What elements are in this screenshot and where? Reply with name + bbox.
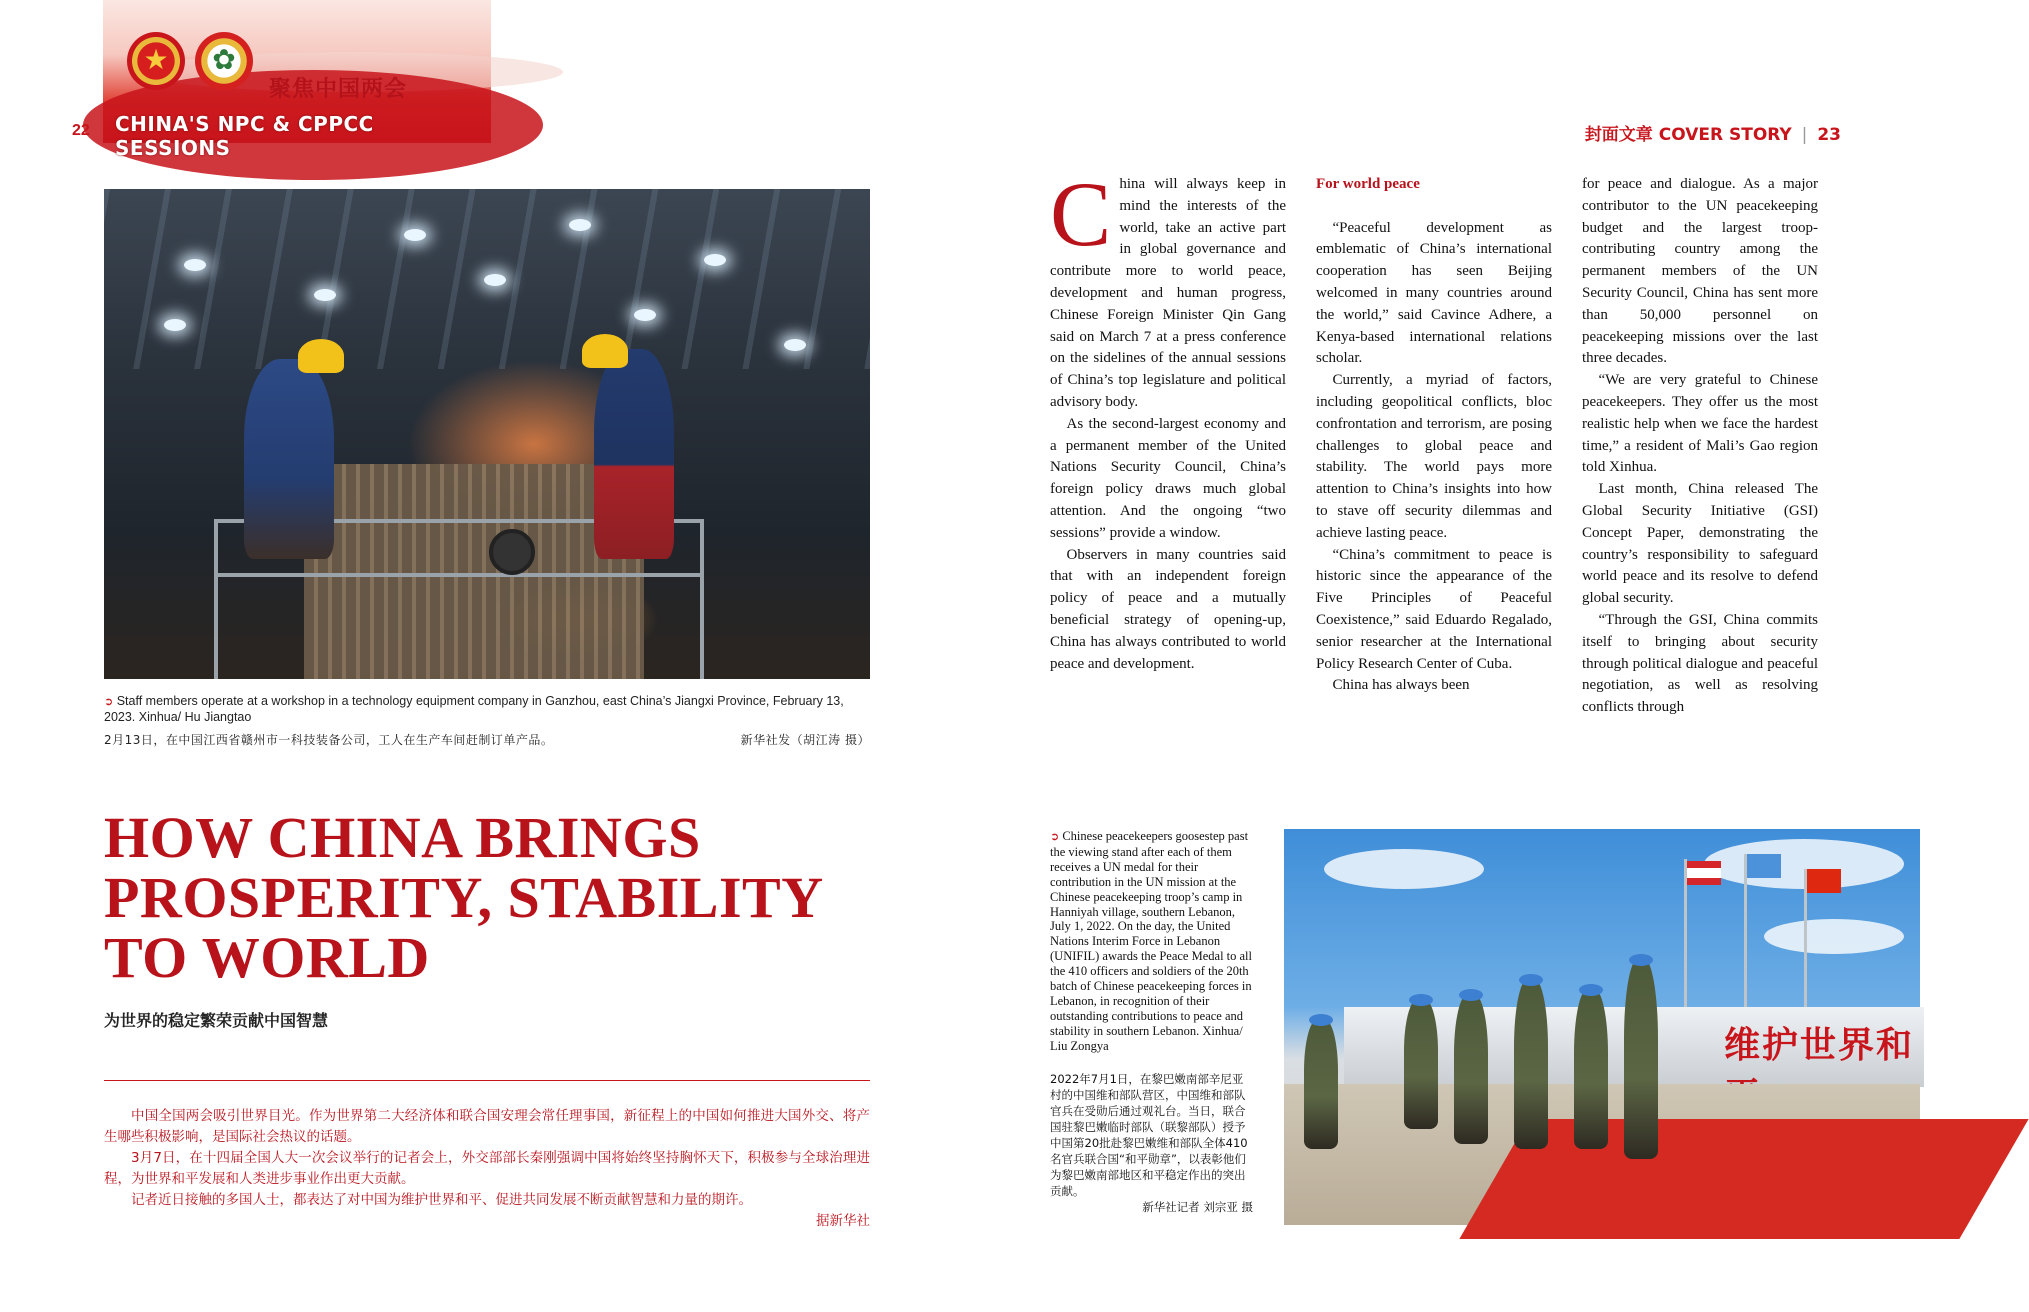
soldier-figure bbox=[1404, 999, 1438, 1129]
soldier-figure bbox=[1304, 1019, 1338, 1149]
article-paragraph: for peace and dialogue. As a major contributor to the UN peacekeeping budget and the largest troop-contributing country among the permanent members of the UN Security Council, China has sent more than 50,000 personnel on peacekeeping missions over the last three decades. bbox=[1582, 176, 1818, 367]
beret bbox=[1579, 984, 1603, 996]
worker-figure bbox=[244, 359, 334, 559]
arrow-circle-icon: ➲ bbox=[1050, 831, 1060, 843]
caption-text: Staff members operate at a workshop in a technology equipment company in Ganzhou, east China’s Jiangxi Province, February 13, 2023. Xinhua/ Hu Jiangtao bbox=[104, 694, 844, 724]
cloud bbox=[1324, 849, 1484, 889]
caption-text: Chinese peacekeepers goosestep past the viewing stand after each of them receives a UN medal for their contribution in the UN mission at the Chinese peacekeeping troop’s camp in Hanniyah village, southern Lebanon, July 1, 2022. On the day, the United Nations Interim Force in Lebanon (UNIFIL) awards the Peace Medal to all the 410 officers and soldiers of the 20th batch of Chinese peacekeeping forces in Lebanon, in recognition of their outstanding contributions to peace and stability in southern Lebanon. Xinhua/ Liu Zongya bbox=[1050, 829, 1253, 1053]
ceiling-light bbox=[634, 309, 656, 321]
page-number-left: 22 bbox=[72, 122, 90, 139]
article-column-3 bbox=[1582, 174, 1818, 719]
ceiling-light bbox=[184, 259, 206, 271]
article-paragraph: “We are very grateful to Chinese peacekeepers. They offer us the most realistic help when we face the hardest time,” a resident of Mali’s Gao region told Xinhua. bbox=[1582, 372, 1818, 476]
article-paragraph: “China’s commitment to peace is historic since the appearance of the Five Principles of Peaceful Coexistence,” said Eduardo Regalado, senior researcher at the International Policy Research Center of Cuba. bbox=[1316, 546, 1552, 672]
article-paragraph: China has always been bbox=[1332, 677, 1470, 694]
beret bbox=[1629, 954, 1653, 966]
worker-figure bbox=[594, 349, 674, 559]
ceiling-light bbox=[314, 289, 336, 301]
ceiling-light bbox=[164, 319, 186, 331]
ceiling-light bbox=[569, 219, 591, 231]
workshop-photo bbox=[104, 189, 870, 679]
page-number-right: 23 bbox=[1817, 125, 1841, 145]
header-divider: | bbox=[1801, 125, 1808, 145]
cloud bbox=[1764, 919, 1904, 954]
section-label-cn: 封面文章 bbox=[1584, 125, 1653, 145]
article-column-1 bbox=[1050, 163, 1286, 675]
article-paragraph: Currently, a myriad of factors, including geopolitical conflicts, bloc confrontation and terrorism, are posing challenges to global peace and stability. The world pays more attention to China’s insights into how to stave off security dilemmas and achieve lasting peace. bbox=[1316, 372, 1552, 541]
ceiling-light bbox=[704, 254, 726, 266]
intro-cn bbox=[104, 1106, 870, 1232]
photo1-caption-cn bbox=[104, 731, 870, 748]
lebanon-flag-icon bbox=[1687, 861, 1721, 885]
china-flag-icon bbox=[1807, 869, 1841, 893]
section-heading: For world peace bbox=[1316, 176, 1420, 192]
beret bbox=[1459, 989, 1483, 1001]
national-emblem-icon: ★ bbox=[127, 32, 185, 90]
intro-source: 据新华社 bbox=[816, 1213, 870, 1229]
arrow-circle-icon: ➲ bbox=[104, 696, 114, 708]
caption-text-cn: 2022年7月1日，在黎巴嫩南部辛尼亚村的中国维和部队营区，中国维和部队官兵在受勋后通过观礼台。当日，联合国驻黎巴嫩临时部队（联黎部队）授予中国第20批赴黎巴嫩维和部队全体410名官兵联合国“和平勋章”，以表彰他们为黎巴嫩南部地区和平稳定作出的突出贡献。 bbox=[1050, 1072, 1248, 1198]
soldier-figure bbox=[1454, 994, 1488, 1144]
soldier-figure bbox=[1624, 959, 1658, 1159]
intro-paragraph: 3月7日，在十四届全国人大一次会议举行的记者会上，外交部部长秦刚强调中国将始终坚持胸怀天下，积极参与全球治理进程，为世界和平发展和人类进步事业作出更大贡献。 bbox=[104, 1150, 870, 1187]
ceiling-light bbox=[484, 274, 506, 286]
beret bbox=[1309, 1014, 1333, 1026]
paragraph-text: hina will always keep in mind the interests of the world, take an active part in global governance and contribute more to world peace, development and human progress, Chinese Foreign Minister Qin Gang said on March 7 at a press conference on the sidelines of the annual sessions of China’s top legislature and political advisory body. bbox=[1050, 176, 1286, 410]
article-paragraph: Last month, China released The Global Security Initiative (GSI) Concept Paper, demonstrating the country’s responsibility to safeguard world peace and its resolve to defend global security. bbox=[1582, 481, 1818, 607]
photo1-caption-en bbox=[104, 694, 870, 725]
hard-hat bbox=[298, 339, 344, 373]
beret bbox=[1519, 974, 1543, 986]
intro-paragraph: 中国全国两会吸引世界目光。作为世界第二大经济体和联合国安理会常任理事国，新征程上的中国如何推进大国外交、将产生哪些积极影响，是国际社会热议的话题。 bbox=[104, 1108, 870, 1145]
flag-pole bbox=[1744, 854, 1747, 1029]
intro-paragraph: 记者近日接触的多国人士，都表达了对中国为维护世界和平、促进共同发展不断贡献智慧和力量的期许。 bbox=[131, 1192, 752, 1208]
section-header-right bbox=[1585, 120, 1841, 145]
ceiling-light bbox=[404, 229, 426, 241]
fan-icon bbox=[489, 529, 535, 575]
article-paragraph: “Peaceful development as emblematic of China’s international cooperation has seen Beijing welcomed in many countries around the world,” said Cavince Adhere, a Kenya-based international relations scholar. bbox=[1316, 219, 1552, 367]
peacekeepers-photo bbox=[1284, 829, 1920, 1225]
divider-line bbox=[104, 1080, 870, 1081]
photo2-caption-cn bbox=[1050, 1071, 1253, 1215]
article-paragraph: As the second-largest economy and a permanent member of the United Nations Security Council, China’s foreign policy draws much global attention. And the ongoing “two sessions” provide a window. bbox=[1050, 415, 1286, 541]
drop-cap: C bbox=[1050, 163, 1112, 265]
wall-slogan: 维护世界和 bbox=[1724, 1025, 1915, 1066]
hard-hat bbox=[582, 334, 628, 368]
soldier-figure bbox=[1574, 989, 1608, 1149]
banner-title-en: CHINA'S NPC & CPPCC SESSIONS bbox=[115, 112, 374, 160]
article-column-2 bbox=[1316, 174, 1552, 697]
article-paragraph: Observers in many countries said that with an independent foreign policy of peace and a mutually beneficial strategy of opening-up, China has always contributed to world peace and development. bbox=[1050, 546, 1286, 672]
article-paragraph bbox=[1050, 163, 1286, 414]
caption-text-cn: 2月13日，在中国江西省赣州市一科技装备公司，工人在生产车间赶制订单产品。 bbox=[104, 733, 554, 747]
soldier-figure bbox=[1514, 979, 1548, 1149]
flag-pole bbox=[1804, 869, 1807, 1029]
section-label-en: COVER STORY bbox=[1658, 125, 1792, 145]
banner-title-cn: 聚焦中国两会 bbox=[269, 77, 408, 102]
photo-credit: 新华社记者 刘宗亚 摄 bbox=[1142, 1200, 1253, 1214]
un-flag-icon bbox=[1747, 854, 1781, 878]
article-subtitle-cn: 为世界的稳定繁荣贡献中国智慧 bbox=[104, 1011, 329, 1030]
photo2-caption-en bbox=[1050, 829, 1253, 1054]
article-paragraph: “Through the GSI, China commits itself to bringing about security through political dialogue and peaceful negotiation, as well as resolving conflicts through bbox=[1582, 611, 1818, 716]
article-headline: HOW CHINA BRINGS PROSPERITY, STABILITY TO WORLD bbox=[104, 805, 822, 990]
photo-credit: 新华社发（胡江涛 摄） bbox=[740, 733, 870, 747]
header-banner bbox=[103, 0, 491, 160]
cppcc-emblem-icon: ✿ bbox=[195, 32, 253, 90]
beret bbox=[1409, 994, 1433, 1006]
ceiling-light bbox=[784, 339, 806, 351]
